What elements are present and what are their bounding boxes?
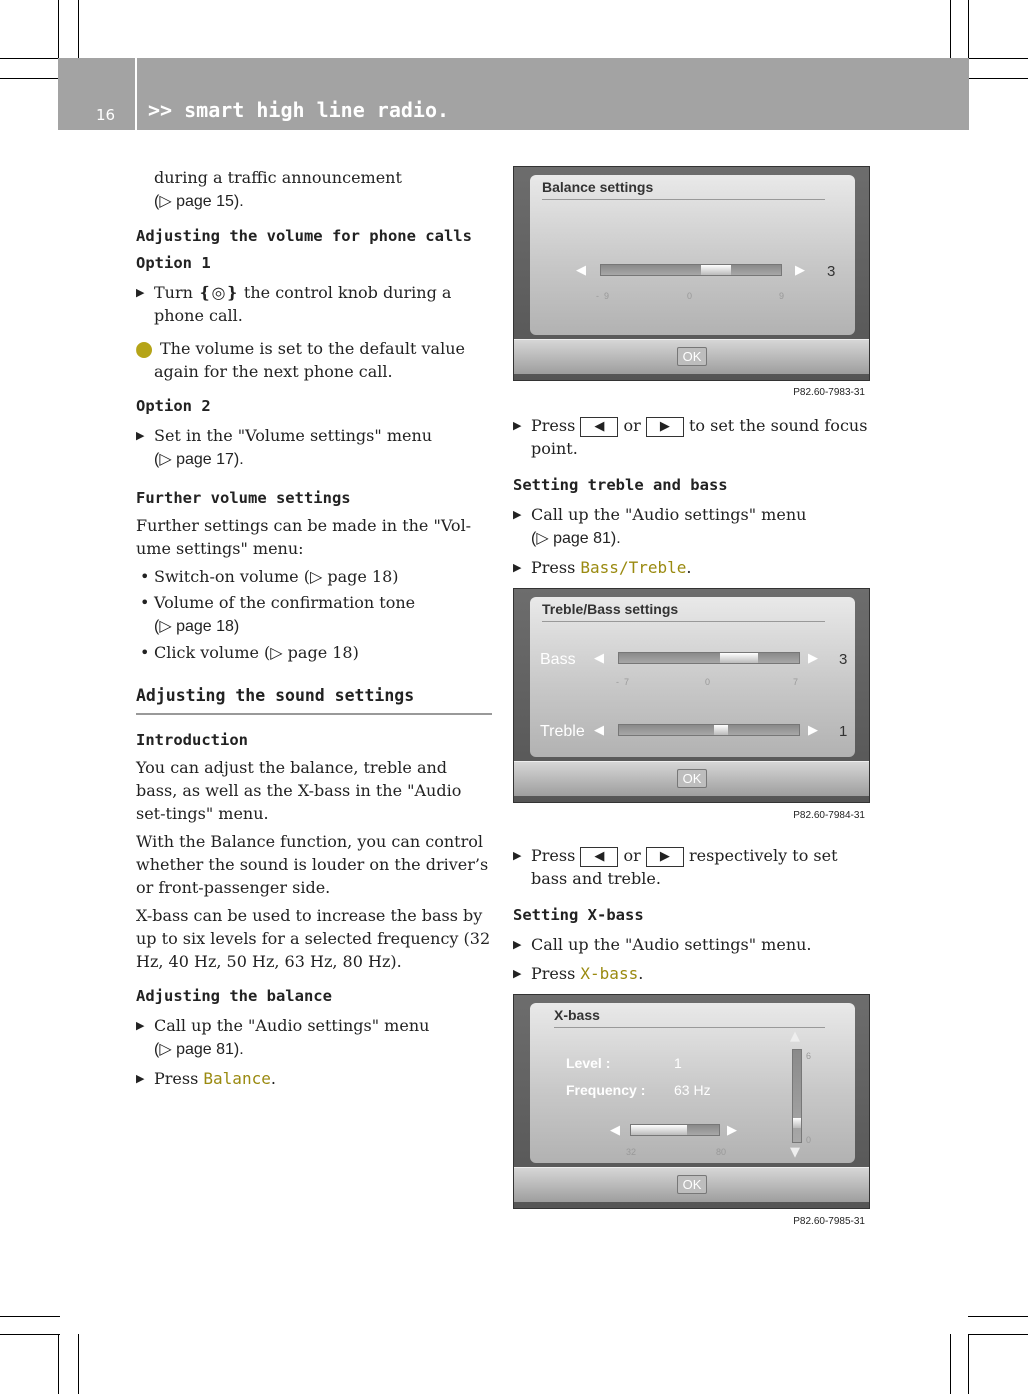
- figure-caption: P82.60-7983-31: [793, 387, 865, 398]
- crop-mark: [0, 78, 60, 79]
- screen-title: X-bass: [554, 1007, 600, 1023]
- arrow-right-icon[interactable]: ▶: [808, 651, 818, 666]
- frequency-value: 63 Hz: [674, 1082, 711, 1098]
- screen-panel: [530, 597, 855, 757]
- title-rule: [542, 199, 825, 200]
- continued-text: during a traffic announcement (▷ page 15).: [154, 168, 402, 210]
- intro-paragraph: X-bass can be used to increase the bass by up to six levels for a selected frequency (32 Hz, 40 Hz, 50 Hz, 63 Hz, 80 Hz).: [136, 906, 491, 971]
- scale-mid: 0: [687, 291, 698, 301]
- page-ref[interactable]: (▷ page 15).: [154, 193, 244, 210]
- balance-step-1: ▶ Call up the "Audio settings" menu (▷ page 81).: [136, 1014, 492, 1061]
- balance-value: 3: [827, 263, 836, 280]
- level-slider[interactable]: [792, 1049, 802, 1143]
- bass-slider[interactable]: [618, 652, 800, 664]
- page-ref[interactable]: (▷ page 81).: [154, 1041, 244, 1058]
- level-value: 1: [674, 1055, 682, 1071]
- figure-caption: P82.60-7985-31: [793, 1216, 865, 1227]
- crop-mark: [950, 0, 951, 60]
- treble-step-1: ▶ Call up the "Audio settings" menu (▷ page 81).: [513, 503, 873, 550]
- screen-panel: [530, 175, 855, 335]
- level-min: 0: [806, 1135, 812, 1145]
- level-max: 6: [806, 1051, 812, 1061]
- bass-value: 3: [839, 651, 848, 668]
- title-rule: [542, 621, 825, 622]
- figure-caption: P82.60-7984-31: [793, 810, 865, 821]
- key-left[interactable]: ◀: [580, 417, 618, 437]
- bass-label: Bass: [540, 651, 576, 668]
- slider-knob[interactable]: [793, 1118, 801, 1128]
- header-divider: [135, 58, 137, 130]
- scale-max: 7: [793, 677, 804, 687]
- balance-step-2: ▶ Press Balance.: [136, 1067, 492, 1090]
- crop-mark: [78, 1334, 79, 1394]
- screen-title: Balance settings: [542, 179, 654, 195]
- ok-button[interactable]: OK: [677, 769, 707, 788]
- key-right[interactable]: ▶: [646, 417, 684, 437]
- softkey-balance[interactable]: Balance: [203, 1069, 271, 1088]
- screen-title: Treble/Bass settings: [542, 601, 679, 617]
- balance-heading: Adjusting the balance: [136, 987, 332, 1005]
- crop-mark: [58, 0, 59, 60]
- freq-max: 80: [716, 1147, 727, 1157]
- key-left[interactable]: ◀: [580, 847, 618, 867]
- scale-mid: 0: [705, 677, 716, 687]
- arrow-left-icon[interactable]: ◀: [594, 723, 604, 738]
- phone-volume-heading: Adjusting the volume for phone calls: [136, 227, 472, 245]
- level-label: Level :: [566, 1055, 611, 1071]
- xbass-step-1: ▶ Call up the "Audio settings" menu.: [513, 933, 873, 956]
- sound-settings-heading: Adjusting the sound settings: [136, 684, 492, 715]
- key-right[interactable]: ▶: [646, 847, 684, 867]
- freq-min: 32: [626, 1147, 637, 1157]
- crop-mark: [58, 1334, 59, 1394]
- intro-paragraph: With the Balance function, you can control whether the sound is louder on the driver’s or front-passenger side.: [136, 832, 489, 897]
- further-settings-heading: Further volume settings: [136, 489, 351, 507]
- crop-mark: [950, 1334, 951, 1394]
- treble-slider[interactable]: [618, 724, 800, 736]
- xbass-heading: Setting X-bass: [513, 906, 644, 924]
- crop-mark: [0, 1316, 60, 1317]
- crop-mark: [0, 1334, 60, 1335]
- page-header: [58, 58, 969, 130]
- control-knob-icon: ❴◎❵: [198, 283, 239, 302]
- treble-step-2: ▶ Press Bass/Treble.: [513, 556, 873, 579]
- slider-knob[interactable]: [631, 1125, 687, 1135]
- frequency-label: Frequency :: [566, 1082, 646, 1098]
- crop-mark: [968, 1334, 1028, 1335]
- scale-max: 9: [779, 291, 790, 301]
- press-step: ▶ Press ◀ or ▶ respectively to set bass and treble.: [513, 844, 873, 890]
- arrow-right-icon[interactable]: ▶: [727, 1123, 737, 1138]
- crop-mark: [968, 1316, 1028, 1317]
- arrow-up-icon[interactable]: ▲: [790, 1029, 800, 1044]
- balance-settings-screen: [513, 166, 870, 381]
- crop-mark: [968, 1334, 969, 1394]
- softkey-xbass[interactable]: X-bass: [580, 964, 639, 983]
- arrow-down-icon[interactable]: ▼: [790, 1145, 800, 1160]
- intro-paragraph: You can adjust the balance, treble and bass, as well as the X-bass in the "Audio set-tings" menu.: [136, 758, 462, 823]
- balance-slider[interactable]: [600, 264, 782, 276]
- option2-heading: Option 2: [136, 397, 211, 415]
- arrow-left-icon[interactable]: ◀: [594, 651, 604, 666]
- scale-min: -7: [616, 677, 635, 687]
- press-step: ▶ Press ◀ or ▶ to set the sound focus point.: [513, 414, 873, 460]
- info-icon: i: [136, 342, 152, 358]
- treble-value: 1: [839, 723, 848, 740]
- right-column-b: [513, 838, 873, 989]
- option1-step: ▶ Turn ❴◎❵ the control knob during a phone call.: [136, 281, 492, 327]
- crop-mark: [78, 0, 79, 60]
- list-item: • Volume of the confirmation tone (▷ page 18): [136, 591, 492, 638]
- left-column: [132, 166, 492, 1094]
- right-column-a: [513, 408, 873, 583]
- arrow-left-icon[interactable]: ◀: [576, 263, 586, 278]
- option1-heading: Option 1: [136, 254, 211, 272]
- crop-mark: [968, 58, 1028, 59]
- xbass-screen: [513, 994, 870, 1209]
- slider-knob[interactable]: [714, 725, 728, 735]
- title-rule: [554, 1027, 825, 1028]
- ok-bar: [514, 1167, 869, 1202]
- page-number: 16: [96, 106, 116, 124]
- treble-bass-heading: Setting treble and bass: [513, 476, 728, 494]
- arrow-right-icon[interactable]: ▶: [795, 263, 805, 278]
- screen-panel: [530, 1003, 855, 1163]
- treble-label: Treble: [540, 723, 585, 740]
- frequency-slider[interactable]: [630, 1124, 720, 1136]
- page-ref[interactable]: (▷ page 17).: [154, 451, 244, 468]
- arrow-left-icon[interactable]: ◀: [610, 1123, 620, 1138]
- list-item: • Switch-on volume (▷ page 18): [136, 565, 492, 588]
- slider-knob[interactable]: [701, 265, 731, 275]
- further-settings-text: Further settings can be made in the "Vol-ume settings" menu:: [136, 516, 472, 558]
- scale-min: -9: [596, 291, 615, 301]
- crop-mark: [968, 78, 1028, 79]
- page-ref[interactable]: (▷ page 18): [154, 618, 240, 635]
- xbass-step-2: ▶ Press X-bass.: [513, 962, 873, 985]
- option2-step: ▶ Set in the "Volume settings" menu (▷ page 17).: [136, 424, 492, 471]
- ok-bar: [514, 339, 869, 374]
- crop-mark: [0, 58, 60, 59]
- ok-button[interactable]: OK: [677, 347, 707, 366]
- arrow-right-icon[interactable]: ▶: [808, 723, 818, 738]
- list-item: • Click volume (▷ page 18): [136, 641, 492, 664]
- treble-bass-screen: [513, 588, 870, 803]
- crop-mark: [968, 0, 969, 60]
- page-ref[interactable]: (▷ page 81).: [531, 530, 621, 547]
- softkey-bass-treble[interactable]: Bass/Treble: [580, 558, 687, 577]
- ok-bar: [514, 761, 869, 796]
- introduction-heading: Introduction: [136, 731, 248, 749]
- info-note: i The volume is set to the default value again for the next phone call.: [132, 339, 465, 381]
- slider-knob[interactable]: [720, 653, 758, 663]
- section-title: >> smart high line radio.: [148, 98, 450, 122]
- ok-button[interactable]: OK: [677, 1175, 707, 1194]
